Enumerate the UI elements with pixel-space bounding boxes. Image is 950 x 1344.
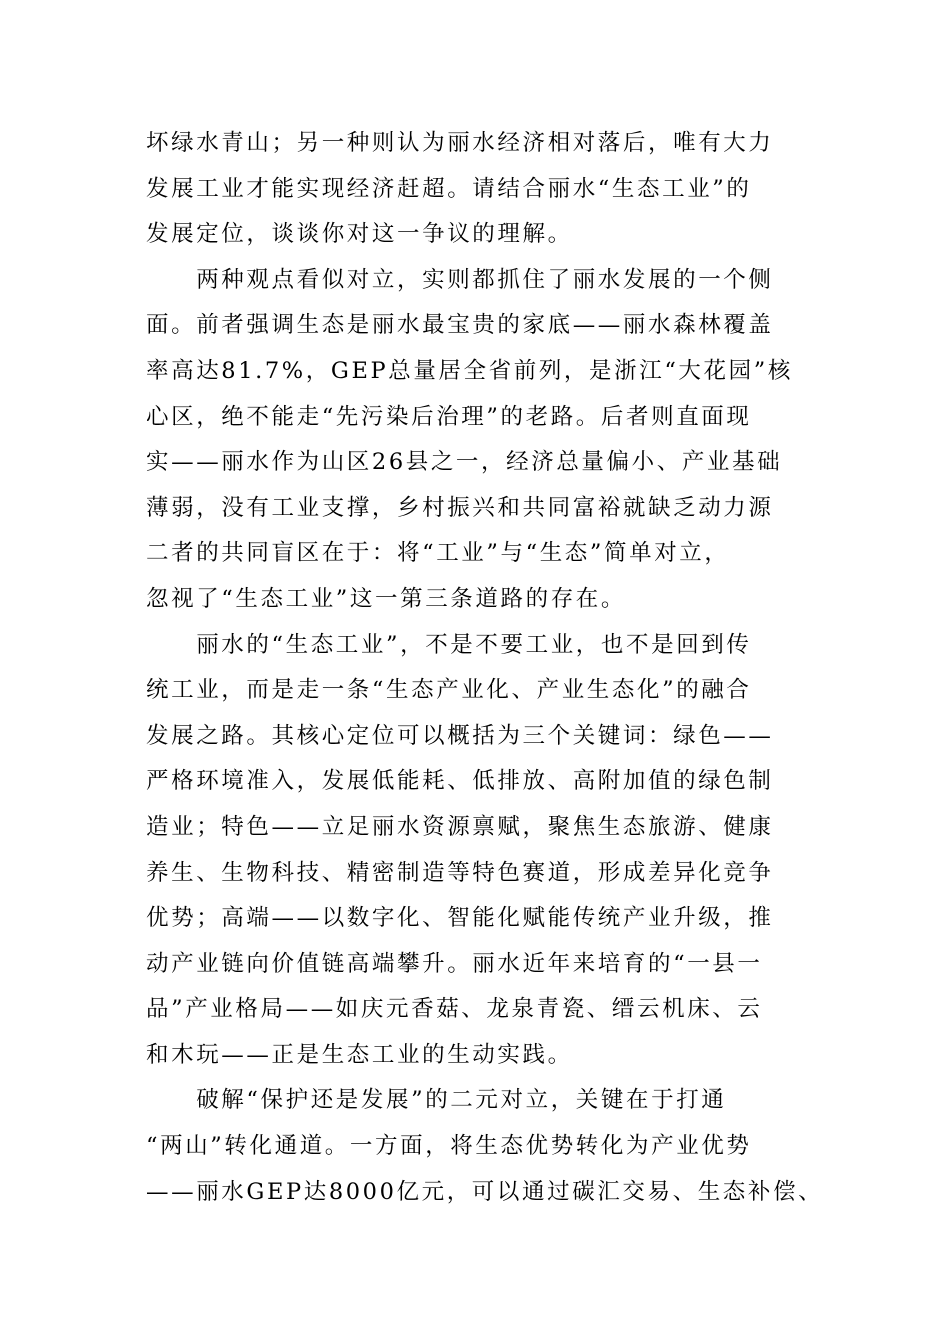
text-line: 动产业链向价值链高端攀升。丽水近年来培育的“一县一 [146,950,763,977]
text-line: 薄弱，没有工业支撑，乡村振兴和共同富裕就缺乏动力源 [146,494,774,521]
text-line: 面。前者强调生态是丽水最宝贵的家底——丽水森林覆盖 [146,312,774,339]
text-line: 发展之路。其核心定位可以概括为三个关键词：绿色—— [146,722,774,749]
text-line: 统工业，而是走一条“生态产业化、产业生态化”的融合 [146,677,752,704]
text-line: 坏绿水青山；另一种则认为丽水经济相对落后，唯有大力 [146,130,774,156]
text-line: 二者的共同盲区在于：将“工业”与“生态”简单对立， [146,540,730,567]
paragraph-start-line: 破解“保护还是发展”的二元对立，关键在于打通 [146,1087,727,1114]
text-line: 发展定位，谈谈你对这一争议的理解。 [146,221,573,248]
text-line: 发展工业才能实现经济赶超。请结合丽水“生态工业”的 [146,175,752,202]
document-body [146,121,824,1215]
text-line: 率高达81.7%，GEP总量居全省前列，是浙江“大花园”核 [146,357,793,384]
text-line: 实——丽水作为山区26县之一，经济总量偏小、产业基础 [146,449,783,476]
paragraph-start-line: 两种观点看似对立，实则都抓住了丽水发展的一个侧 [146,266,774,293]
text-line: “两山”转化通道。一方面，将生态优势转化为产业优势 [146,1133,752,1160]
text-line: 品”产业格局——如庆元香菇、龙泉青瓷、缙云机床、云 [146,996,763,1023]
text-line: 养生、生物科技、精密制造等特色赛道，形成差异化竞争 [146,859,774,886]
text-line: 造业；特色——立足丽水资源禀赋，聚焦生态旅游、健康 [146,813,774,840]
text-line: 和木玩——正是生态工业的生动实践。 [146,1041,573,1068]
text-line: 严格环境准入，发展低能耗、低排放、高附加值的绿色制 [146,768,774,795]
paragraph-start-line: 丽水的“生态工业”，不是不要工业，也不是回到传 [146,631,752,658]
text-line: 忽视了“生态工业”这一第三条道路的存在。 [146,585,627,612]
text-line: 优势；高端——以数字化、智能化赋能传统产业升级，推 [146,905,774,932]
text-line: ——丽水GEP达8000亿元，可以通过碳汇交易、生态补偿、 [146,1178,824,1205]
text-line: 心区，绝不能走“先污染后治理”的老路。后者则直面现 [146,403,752,430]
